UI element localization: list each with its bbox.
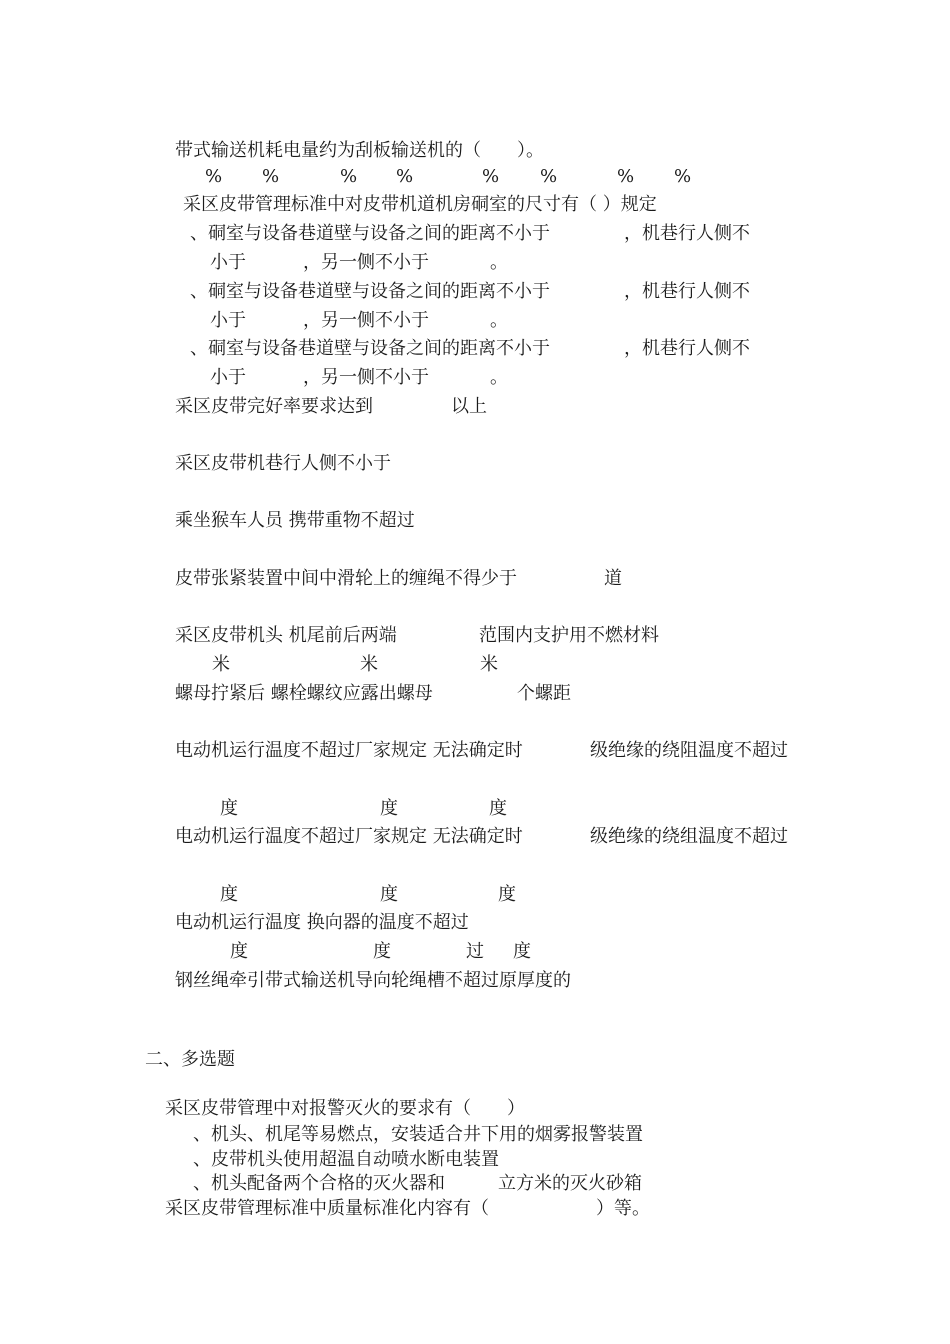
option-text: 、机头、机尾等易燃点，安装适合井下用的烟雾报警装置 [193,1124,643,1145]
question-text: 级绝缘的绕组温度不超过 [590,826,788,847]
option-unit: 度 [380,798,398,819]
option-text: ，另一侧不小于 [303,367,429,388]
option-percent: % [674,166,692,187]
option-unit: 度 [220,884,238,905]
question-text: 道 [604,568,622,589]
option-text: ，另一侧不小于 [303,310,429,331]
option-percent: % [262,166,280,187]
option-text: ，机巷行人侧不 [624,338,750,359]
question-text: 电动机运行温度不超过厂家规定 无法确定时 [175,740,523,761]
option-percent: % [482,166,500,187]
option-percent: % [540,166,558,187]
option-unit: 度 [489,798,507,819]
option-text: 。 [490,367,508,388]
question-text: 采区皮带机巷行人侧不小于 [175,453,391,474]
question-text: 采区皮带管理标准中对皮带机道机房硐室的尺寸有（ ）规定 [183,194,657,215]
option-text: ，另一侧不小于 [303,252,429,273]
question-text: 带式输送机耗电量约为刮板输送机的（ ）。 [175,140,544,161]
option-unit: 度 [230,941,248,962]
option-unit: 米 [480,654,498,675]
question-text: 采区皮带管理标准中质量标准化内容有（ [165,1198,489,1219]
option-text: 。 [490,252,508,273]
question-text: 采区皮带完好率要求达到 [175,396,373,417]
option-percent: % [340,166,358,187]
option-text: 。 [490,310,508,331]
question-text: 以上 [451,396,487,417]
option-percent: % [396,166,414,187]
question-text: 级绝缘的绕阻温度不超过 [590,740,788,761]
option-text: 小于 [210,252,246,273]
option-text: 、硐室与设备巷道壁与设备之间的距离不小于 [190,338,550,359]
option-unit: 度 [380,884,398,905]
option-text: 、硐室与设备巷道壁与设备之间的距离不小于 [190,223,550,244]
option-percent: % [617,166,635,187]
question-text: 皮带张紧装置中间中滑轮上的缠绳不得少于 [175,568,517,589]
option-text: 、硐室与设备巷道壁与设备之间的距离不小于 [190,281,550,302]
question-text: 采区皮带管理中对报警灭火的要求有（ ） [165,1098,525,1119]
option-text: 、皮带机头使用超温自动喷水断电装置 [193,1149,499,1170]
question-text: 采区皮带机头 机尾前后两端 [175,625,397,646]
section-heading: 二、多选题 [145,1049,235,1070]
question-text: 电动机运行温度不超过厂家规定 无法确定时 [175,826,523,847]
question-text: 电动机运行温度 换向器的温度不超过 [175,912,469,933]
option-text: ，机巷行人侧不 [624,281,750,302]
question-text: ）等。 [596,1198,650,1219]
option-unit: 度 [220,798,238,819]
option-unit: 度 [498,884,516,905]
question-text: 个螺距 [517,683,571,704]
option-unit: 米 [212,654,230,675]
option-text: 小于 [210,310,246,331]
option-unit: 米 [360,654,378,675]
option-percent: % [205,166,223,187]
option-unit: 度 [373,941,391,962]
option-text: 小于 [210,367,246,388]
option-text: 、机头配备两个合格的灭火器和 [193,1173,445,1194]
option-unit: 度 [513,941,531,962]
option-text: 立方米的灭火砂箱 [498,1173,642,1194]
question-text: 范围内支护用不燃材料 [479,625,659,646]
question-text: 钢丝绳牵引带式输送机导向轮绳槽不超过原厚度的 [175,970,571,991]
option-unit: 过 [466,941,484,962]
question-text: 乘坐猴车人员 携带重物不超过 [175,510,415,531]
option-text: ，机巷行人侧不 [624,223,750,244]
question-text: 螺母拧紧后 螺栓螺纹应露出螺母 [175,683,433,704]
